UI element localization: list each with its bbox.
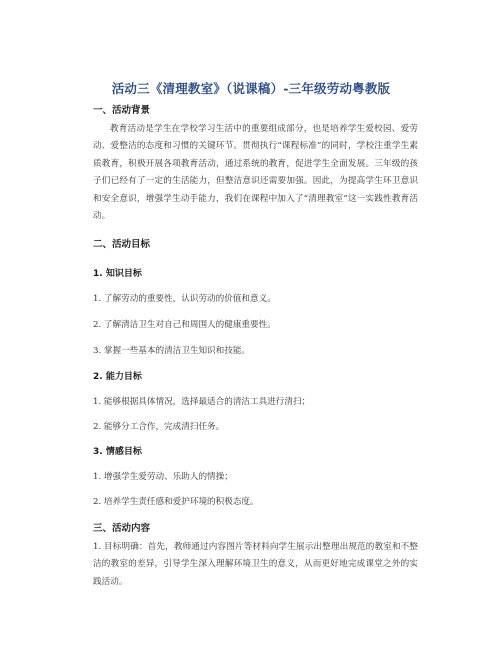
emotion-item-1: 1. 增强学生爱劳动、乐助人的情操； (93, 472, 233, 482)
section-heading-content: 三、活动内容 (93, 523, 151, 534)
background-paragraph: 教育活动是学生在学校学习生活中的重要组成部分，也是培养学生爱校园、爱劳动、爱整洁的态度和习惯的关键环节。贯彻执行“课程标准”的同时，学校注重学生素质教育，积极开展各项教育活动，通过系统的教育，促进学生全面发展。三年级的孩子们已经有了一定的生活能力，但整洁意识还需要加强。因此，为提高学生环卫意识和安全意识，增强学生动手能力，我们在课程中加入了“清理教室”这一实践性教育活动。 (93, 124, 418, 222)
emotion-item-2: 2. 培养学生责任感和爱护环境的积极态度。 (93, 497, 259, 507)
ability-item-2: 2. 能够分工合作，完成清扫任务。 (93, 422, 225, 432)
ability-item-1: 1. 能够根据具体情况，选择最适合的清洁工具进行清扫； (93, 397, 311, 407)
section-heading-background: 一、活动背景 (93, 105, 151, 116)
subheading-emotion-objectives: 3. 情感目标 (93, 447, 142, 457)
knowledge-item-2: 2. 了解清洁卫生对自己和周围人的健康重要性。 (93, 320, 276, 330)
section-heading-objectives: 二、活动目标 (93, 239, 151, 250)
subheading-ability-objectives: 2. 能力目标 (93, 372, 142, 382)
knowledge-item-3: 3. 掌握一些基本的清洁卫生知识和技能。 (93, 346, 251, 356)
document-title: 活动三《清理教室》（说课稿）-三年级劳动粤教版 (111, 81, 391, 96)
content-paragraph: 1. 目标明确：首先，教师通过内容图片等材料向学生展示出整理出规范的教室和不整洁的教室的差异，引导学生深入理解环境卫生的意义，从而更好地完成课堂之外的实践活动。 (93, 542, 418, 587)
knowledge-item-1: 1. 了解劳动的重要性，认识劳动的价值和意义。 (93, 294, 276, 304)
subheading-knowledge-objectives: 1. 知识目标 (93, 269, 142, 279)
